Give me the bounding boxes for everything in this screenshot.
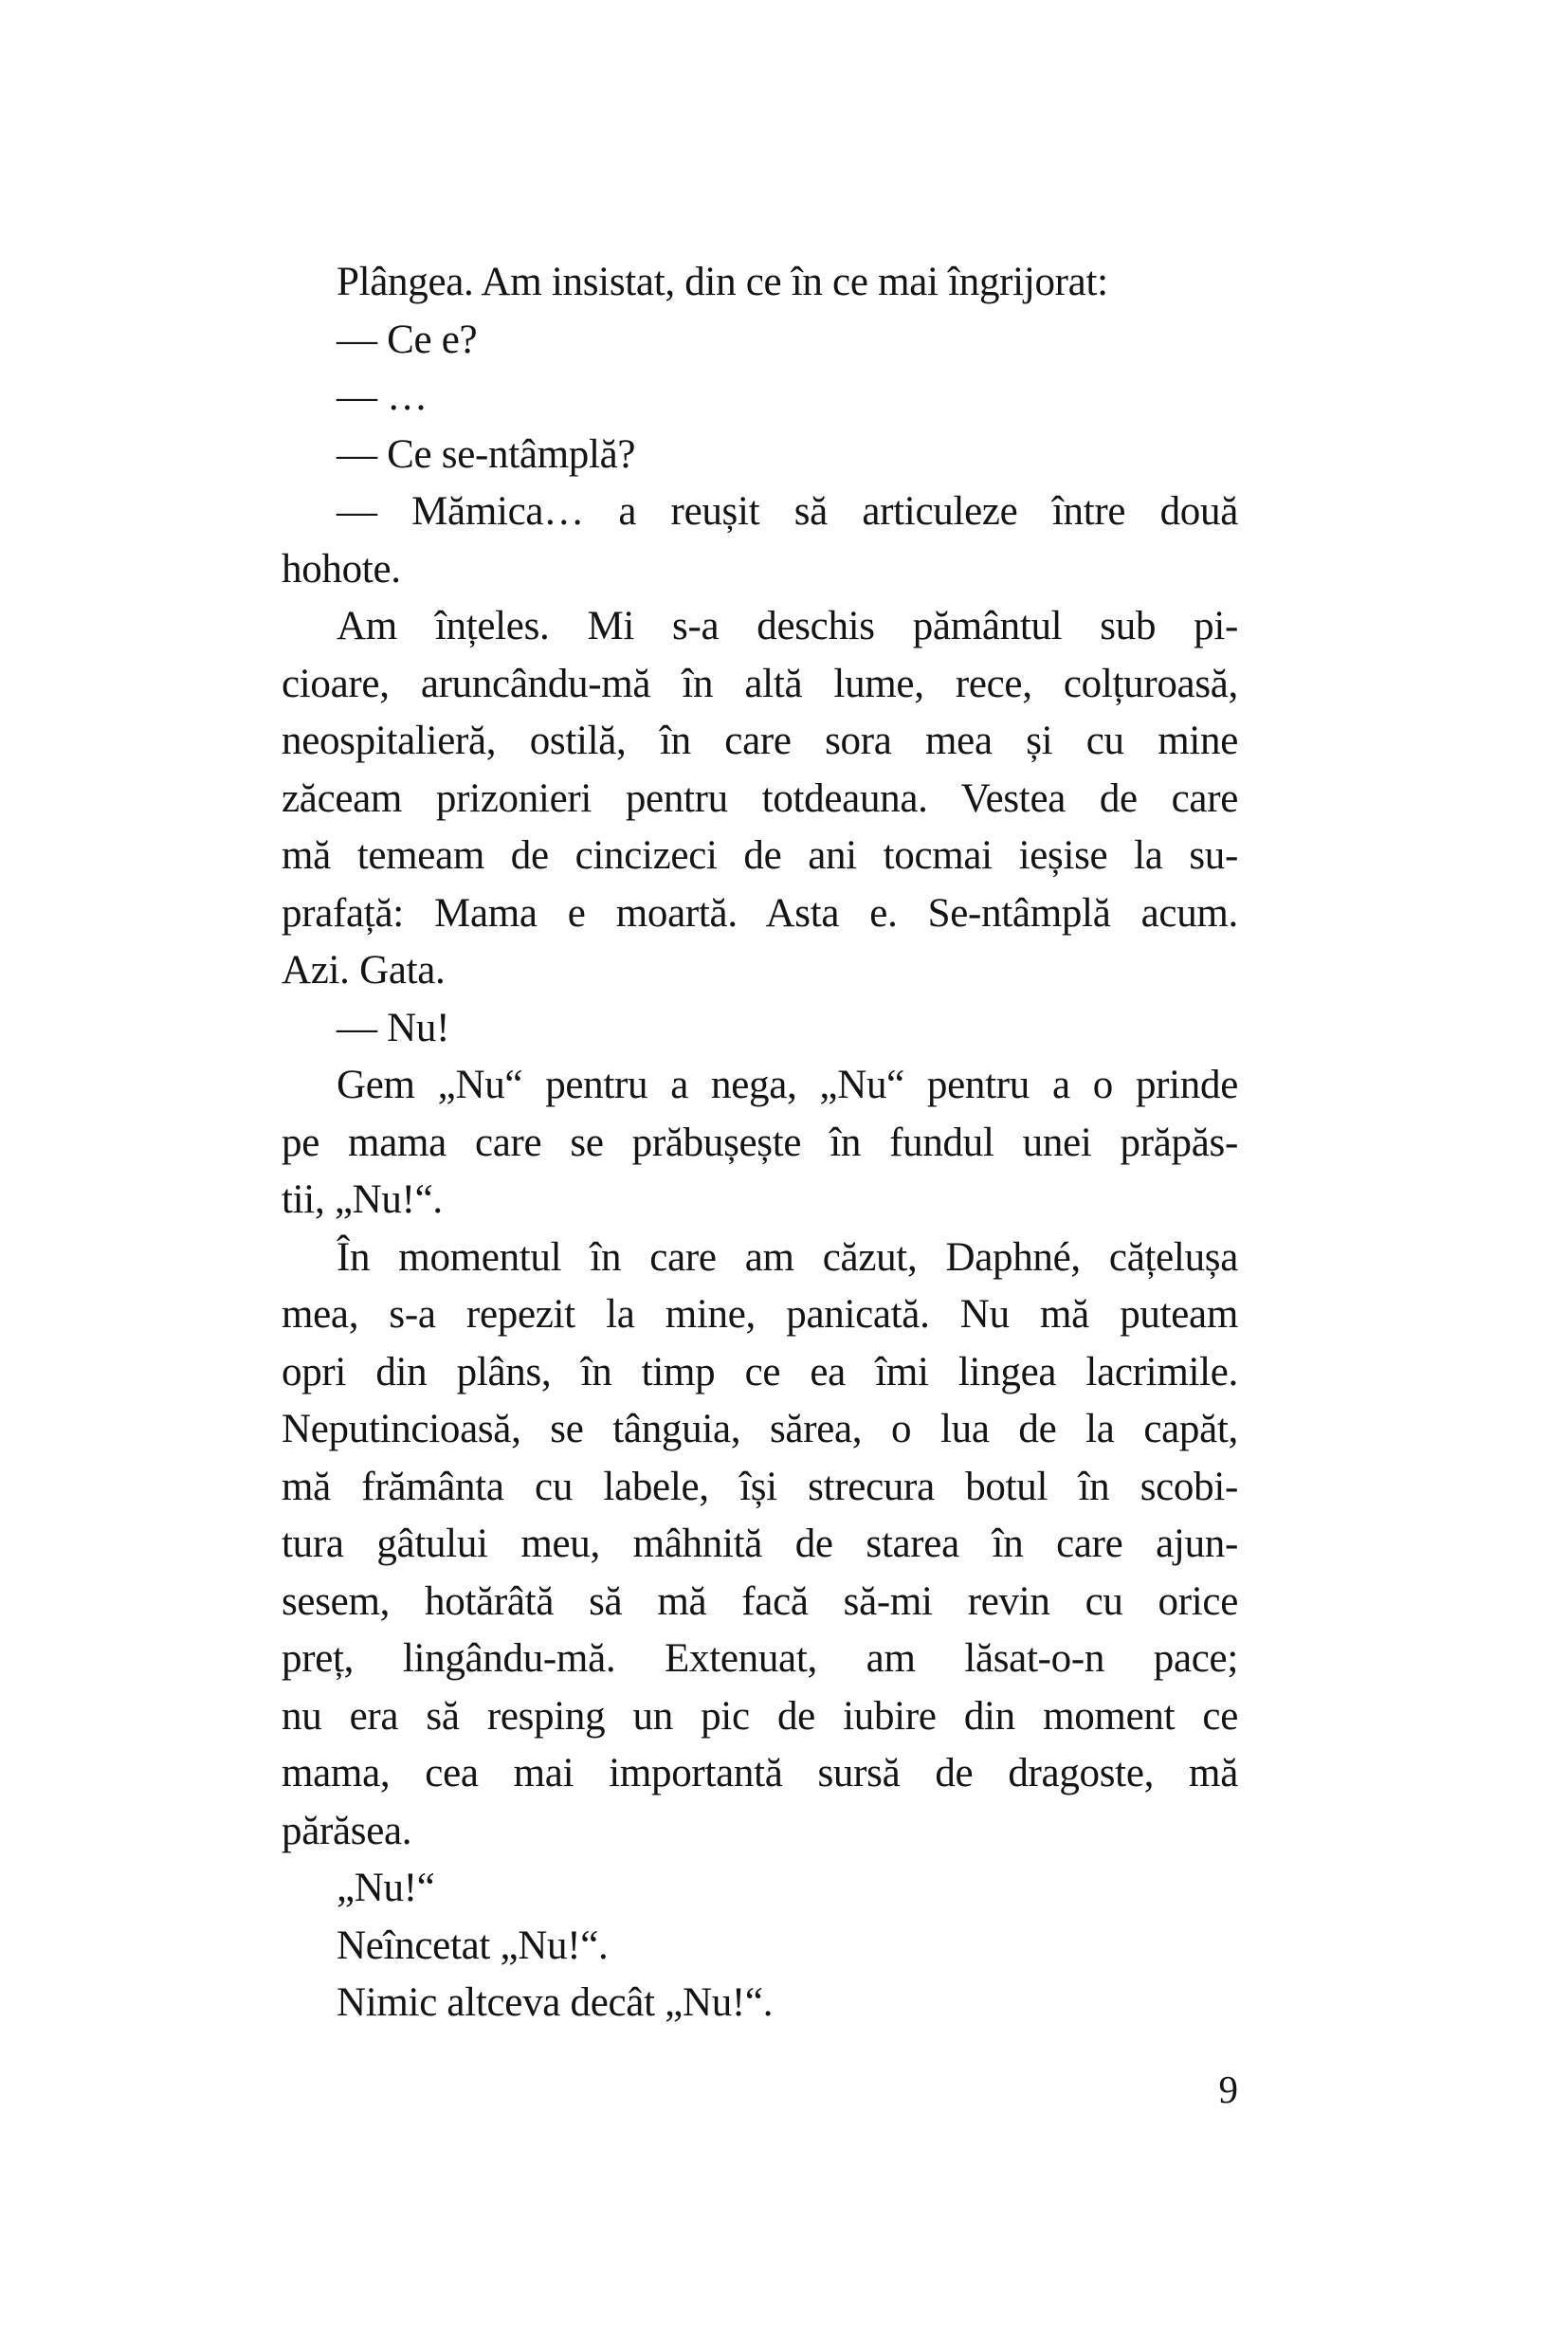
text-line: — Ce se-ntâmplă? [337,431,636,477]
text-line: preț, lingându-mă. Extenuat, am lăsat-o-n pace; [282,1636,1238,1681]
text-line: neospitalieră, ostilă, în care sora mea și cu mine [282,719,1238,763]
text-line: — … [337,374,428,419]
text-line: mă frământa cu labele, își strecura botul în scobi- [282,1464,1238,1509]
text-line: tura gâtului meu, mâhnită de starea în care ajun- [282,1522,1238,1566]
text-line: Plângea. Am insistat, din ce în ce mai îngrijorat: [337,260,1108,304]
text-line: tii, „Nu!“. [282,1177,443,1222]
text-line: opri din plâns, în timp ce ea îmi lingea lacrimile. [282,1349,1238,1394]
text-line: Azi. Gata. [282,948,446,993]
text-line: sesem, hotărâtă să mă facă să-mi revin cu orice [282,1578,1238,1624]
text-line: Nimic altceva decât „Nu!“. [337,1980,774,2025]
text-line: cioare, aruncându-mă în altă lume, rece, colțuroasă, [282,661,1238,706]
text-line: pe mama care se prăbușește în fundul unei prăpăs- [282,1120,1238,1165]
text-line: Neîncetat „Nu!“. [337,1923,609,1968]
text-block [282,254,1238,2032]
text-line: prafață: Mama e moartă. Asta e. Se-ntâmplă acum. [282,890,1238,936]
text-line: Neputincioasă, se tânguia, sărea, o lua de la capăt, [282,1407,1238,1451]
text-line: părăsea. [282,1808,412,1853]
text-line: zăceam prizonieri pentru totdeauna. Vestea de care [282,775,1238,821]
text-line: nu era să resping un pic de iubire din moment ce [282,1693,1238,1739]
text-line: — Mămica… a reușit să articuleze între două [337,489,1238,534]
text-line: mă temeam de cincizeci de ani tocmai ieșise la su- [282,833,1238,878]
text-line: mea, s-a repezit la mine, panicată. Nu mă puteam [282,1292,1238,1337]
text-line: mama, cea mai importantă sursă de dragoste, mă [282,1751,1238,1795]
text-line: hohote. [282,546,401,592]
text-line: Gem „Nu“ pentru a nega, „Nu“ pentru a o prinde [337,1063,1238,1107]
text-line: Am înțeles. Mi s-a deschis pământul sub pi- [337,604,1238,648]
text-line: — Ce e? [337,317,478,362]
text-line: „Nu!“ [337,1866,435,1910]
text-line: — Nu! [337,1005,450,1050]
text-line: În momentul în care am căzut, Daphné, cățelușa [337,1234,1238,1280]
page-number: 9 [1218,2068,1238,2111]
